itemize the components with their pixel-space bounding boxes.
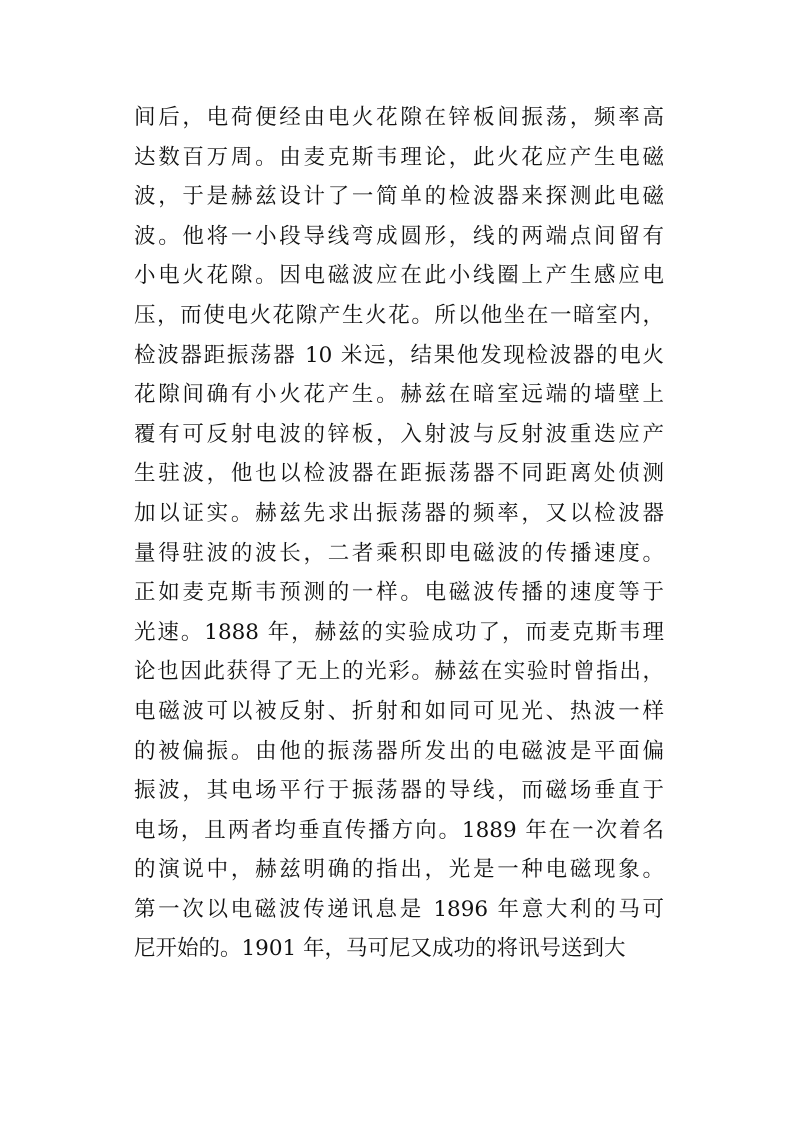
- text-line: 的被偏振。由他的振荡器所发出的电磁波是平面偏: [134, 738, 664, 764]
- text-line: 的演说中，赫兹明确的指出，光是一种电磁现象。: [134, 857, 664, 883]
- text-line: 光速。1888 年，赫兹的实验成功了，而麦克斯韦理: [134, 619, 664, 645]
- text-line: 量得驻波的波长，二者乘积即电磁波的传播速度。: [134, 540, 664, 566]
- text-line: 波，于是赫兹设计了一简单的检波器来探测此电磁: [134, 184, 664, 210]
- text-line: 第一次以电磁波传递讯息是 1896 年意大利的马可: [134, 896, 664, 922]
- text-line: 尼开始的。1901 年，马可尼又成功的将讯号送到大: [134, 936, 626, 962]
- text-line: 生驻波，他也以检波器在距振荡器不同距离处侦测: [134, 461, 664, 487]
- text-line: 检波器距振荡器 10 米远，结果他发现检波器的电火: [134, 342, 664, 368]
- text-line: 波。他将一小段导线弯成圆形，线的两端点间留有: [134, 223, 664, 249]
- text-line: 压，而使电火花隙产生火花。所以他坐在一暗室内，: [134, 302, 664, 328]
- text-line: 小电火花隙。因电磁波应在此小线圈上产生感应电: [134, 263, 664, 289]
- text-line: 覆有可反射电波的锌板，入射波与反射波重迭应产: [134, 421, 664, 447]
- text-line: 电场，且两者均垂直传播方向。1889 年在一次着名: [134, 817, 664, 843]
- body-text: [134, 98, 664, 969]
- text-line: 电磁波可以被反射、折射和如同可见光、热波一样: [134, 698, 664, 724]
- text-line: 间后，电荷便经由电火花隙在锌板间振荡，频率高: [134, 105, 664, 130]
- text-line: 论也因此获得了无上的光彩。赫兹在实验时曾指出，: [134, 659, 664, 685]
- text-line: 正如麦克斯韦预测的一样。电磁波传播的速度等于: [134, 580, 664, 606]
- text-line: 花隙间确有小火花产生。赫兹在暗室远端的墙壁上: [134, 382, 664, 408]
- text-line: 加以证实。赫兹先求出振荡器的频率，又以检波器: [134, 500, 664, 526]
- text-line: 振波，其电场平行于振荡器的导线，而磁场垂直于: [134, 778, 664, 804]
- text-line: 达数百万周。由麦克斯韦理论，此火花应产生电磁: [134, 144, 664, 170]
